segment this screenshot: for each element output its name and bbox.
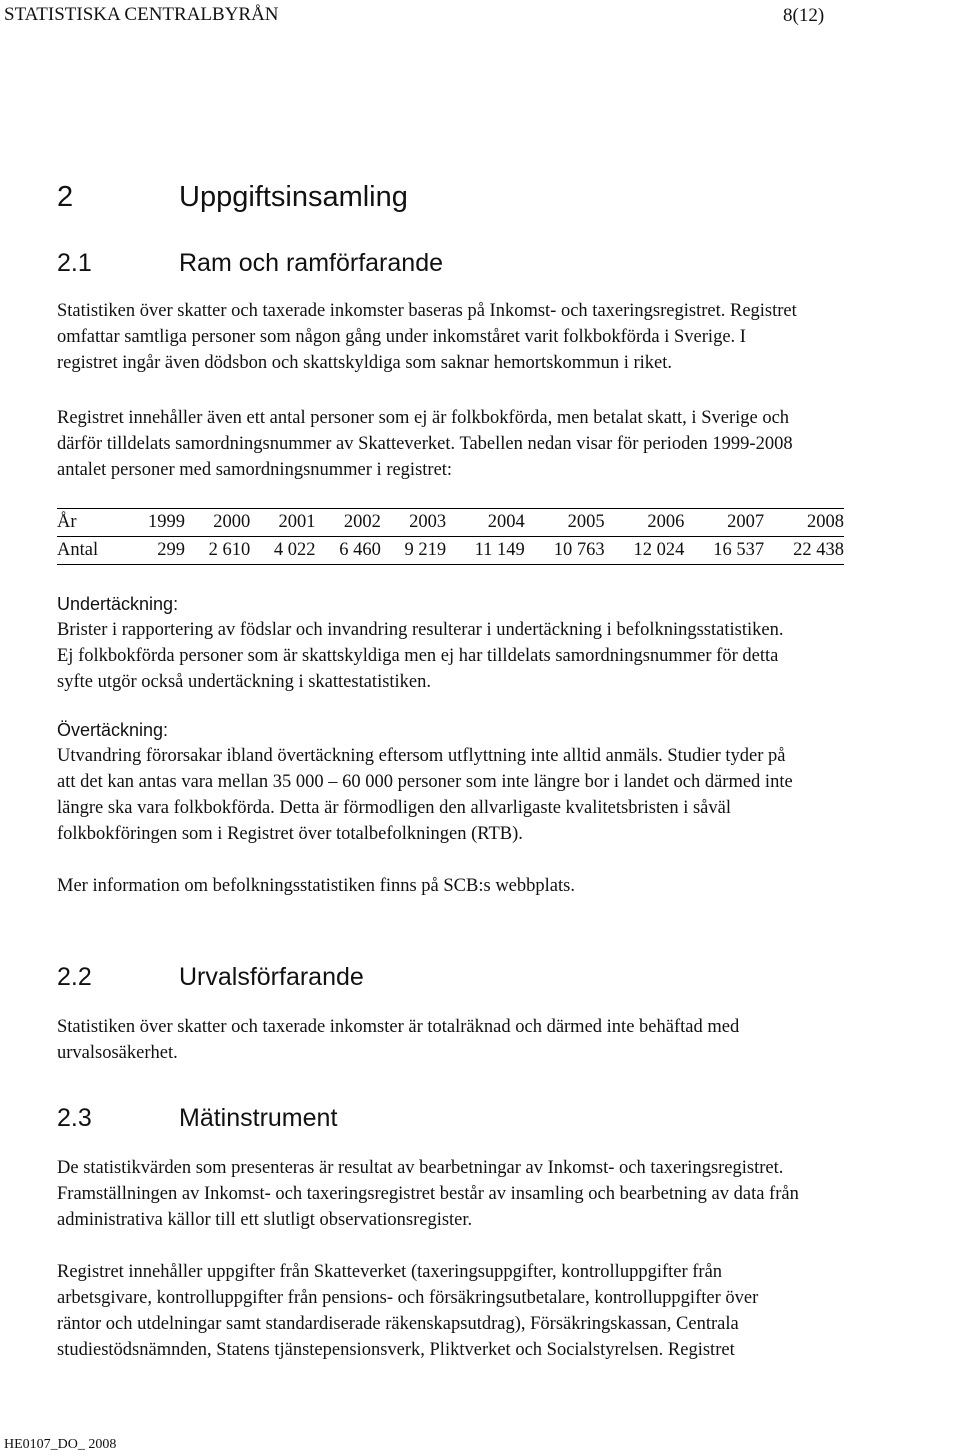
section-title: Mätinstrument <box>179 1104 338 1132</box>
table-cell: 9 219 <box>381 537 446 565</box>
section-number: 2 <box>57 181 74 213</box>
text-line: Statistiken över skatter och taxerade inkomster är totalräknad och därmed inte behäftad med <box>57 1017 740 1037</box>
table-cell: 4 022 <box>250 537 315 565</box>
text-line: syfte utgör också undertäckning i skattestatistiken. <box>57 672 432 692</box>
table-cell: 11 149 <box>446 537 525 565</box>
text-line: studiestödsnämnden, Statens tjänstepensionsverk, Pliktverket och Socialstyrelsen. Registret <box>57 1340 735 1360</box>
section-2-3-heading <box>57 1103 757 1133</box>
text-line: urvalsosäkerhet. <box>57 1043 178 1063</box>
table-cell: 16 537 <box>684 537 764 565</box>
paragraph-register-sources <box>57 1259 960 1363</box>
section-title: Urvalsförfarande <box>179 963 364 991</box>
table-cell: 10 763 <box>525 537 605 565</box>
text-line: räntor och utdelningar samt standardiserade räkenskapsutdrag), Försäkringskassan, Centrala <box>57 1314 739 1334</box>
table-cell: 2007 <box>684 509 764 537</box>
text-line: folkbokföringen som i Registret över totalbefolkningen (RTB). <box>57 824 523 844</box>
section-2-2-heading <box>57 962 757 992</box>
page-number: 8(12) <box>783 5 825 26</box>
section-2-1-heading <box>57 248 757 278</box>
text-line: därför tilldelats samordningsnummer av Skatteverket. Tabellen nedan visar för perioden 1999-2008 <box>57 434 793 454</box>
table-cell: 22 438 <box>764 537 844 565</box>
table-cell: 2002 <box>316 509 381 537</box>
text-line: Utvandring förorsakar ibland övertäckning eftersom utflyttning inte alltid anmäls. Studier tyder på <box>57 746 786 766</box>
table-row-years <box>57 509 844 537</box>
text-line: registret ingår även dödsbon och skattskyldiga som saknar hemortskommun i riket. <box>57 353 673 373</box>
paragraph-overcoverage <box>57 743 960 847</box>
paragraph-more-info <box>57 873 960 899</box>
section-2-heading <box>57 180 757 214</box>
table-cell: 2004 <box>446 509 525 537</box>
document-id: HE0107_DO_ 2008 <box>4 1437 117 1452</box>
text-line: att det kan antas vara mellan 35 000 – 60 000 personer som inte längre bor i landet och därmed inte <box>57 772 793 792</box>
paragraph-frame-basis <box>57 298 960 376</box>
section-number: 2.3 <box>57 1104 92 1132</box>
text-line: Registret innehåller uppgifter från Skatteverket (taxeringsuppgifter, kontrolluppgifter från <box>57 1262 723 1282</box>
table-cell: 2008 <box>764 509 844 537</box>
text-line: arbetsgivare, kontrolluppgifter från pensions- och försäkringsutbetalare, kontrolluppgifter över <box>57 1288 759 1308</box>
table-cell: 12 024 <box>605 537 685 565</box>
table-cell: 1999 <box>127 509 185 537</box>
paragraph-undercoverage <box>57 617 960 695</box>
text-line: Registret innehåller även ett antal personer som ej är folkbokförda, men betalat skatt, i Sverige och <box>57 408 790 428</box>
undercoverage-label: Undertäckning: <box>57 594 179 614</box>
section-number: 2.1 <box>57 249 92 277</box>
table-cell: 6 460 <box>316 537 381 565</box>
text-line: längre ska vara folkbokförda. Detta är förmodligen den allvarligaste kvalitetsbristen i såväl <box>57 798 731 818</box>
coordination-number-table <box>57 508 844 565</box>
section-title: Ram och ramförfarande <box>179 249 444 277</box>
overcoverage-label: Övertäckning: <box>57 720 169 740</box>
text-line: omfattar samtliga personer som någon gång under inkomståret varit folkbokförda i Sverige. I <box>57 327 746 347</box>
text-line: Framställningen av Inkomst- och taxeringsregistret består av insamling och bearbetning av data från <box>57 1184 799 1204</box>
text-line: Ej folkbokförda personer som är skattskyldiga men ej har tilldelats samordningsnummer för detta <box>57 646 779 666</box>
table-row-counts <box>57 537 844 565</box>
section-number: 2.2 <box>57 963 92 991</box>
organization-name: STATISTISKA CENTRALBYRÅN <box>4 4 279 25</box>
row-label-year: År <box>57 509 127 537</box>
row-label-count: Antal <box>57 537 127 565</box>
table-cell: 2000 <box>185 509 250 537</box>
section-title: Uppgiftsinsamling <box>179 181 408 213</box>
text-line: antalet personer med samordningsnummer i registret: <box>57 460 453 480</box>
table-cell: 2005 <box>525 509 605 537</box>
table-cell: 2001 <box>250 509 315 537</box>
paragraph-measurement <box>57 1155 960 1233</box>
text-line: administrativa källor till ett slutligt observationsregister. <box>57 1210 473 1230</box>
text-line: De statistikvärden som presenteras är resultat av bearbetningar av Inkomst- och taxeringsregistret. <box>57 1158 784 1178</box>
text-line: Brister i rapportering av födslar och invandring resulterar i undertäckning i befolkningsstatistiken. <box>57 620 784 640</box>
text-line: Mer information om befolkningsstatistiken finns på SCB:s webbplats. <box>57 876 575 896</box>
table-cell: 2006 <box>605 509 685 537</box>
table-cell: 2003 <box>381 509 446 537</box>
table-cell: 2 610 <box>185 537 250 565</box>
paragraph-sampling <box>57 1014 960 1066</box>
text-line: Statistiken över skatter och taxerade inkomster baseras på Inkomst- och taxeringsregistret. Registret <box>57 301 797 321</box>
paragraph-coordination-numbers <box>57 405 960 483</box>
table-cell: 299 <box>127 537 185 565</box>
